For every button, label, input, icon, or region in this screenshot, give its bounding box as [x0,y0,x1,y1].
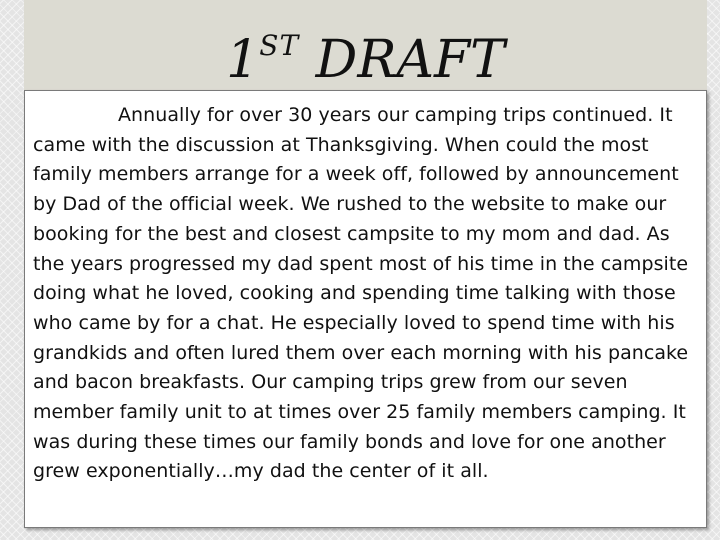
slide-title [24,16,707,90]
body-paragraph: Annually for over 30 years our camping trips continued. It came with the discussion at Thanksgiving. When could the most family members arrange for a week off, followed by announcement by Dad of the official week. We rushed to the website to make our booking for the best and closest campsite to my mom and dad. As the years progressed my dad spent most of his time in the campsite doing what he loved, cooking and spending time talking with those who came by for a chat. He especially loved to spend time with his grandkids and often lured them over each morning with his pancake and bacon breakfasts. Our camping trips grew from our seven member family unit to at times over 25 family members camping. It was during these times our family bonds and love for one another grew exponentially…my dad the center of it all. [33,104,689,483]
content-box [24,90,707,528]
title-number: 1 [226,30,260,90]
title-text: DRAFT [299,30,505,90]
title-superscript: ST [259,29,300,62]
title-band [24,0,707,90]
